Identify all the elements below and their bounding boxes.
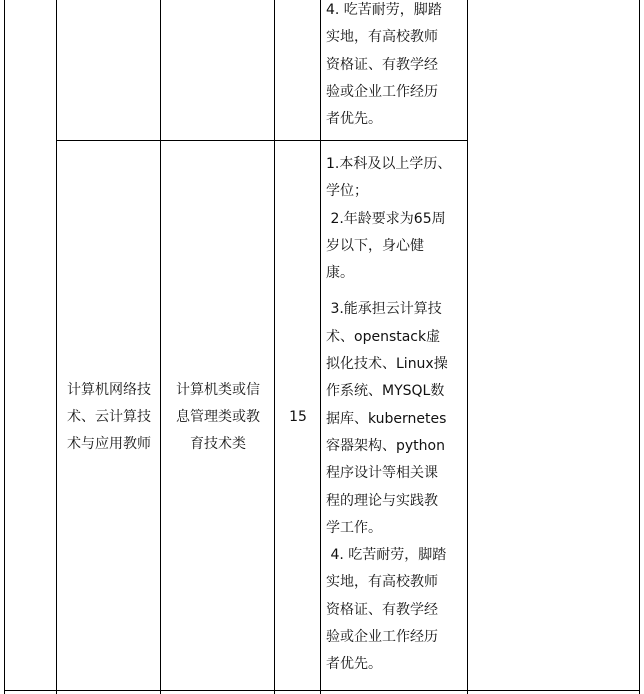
requirement-line: 验或企业工作经历 xyxy=(326,629,438,646)
requirement-line: 容器架构、python xyxy=(326,437,445,454)
requirement-line: 术、openstack虚 xyxy=(326,328,441,345)
requirement-line: 据库、kubernetes xyxy=(326,410,447,427)
requirement-line: 资格证、有教学经 xyxy=(326,601,438,618)
requirement-line: 岁以下，身心健 xyxy=(326,237,424,254)
requirement-line: 拟化技术、Linux操 xyxy=(326,356,448,373)
headcount-cell: 15 xyxy=(289,409,307,425)
position-line: 术、云计算技 xyxy=(67,409,151,425)
requirement-line: 资格证、有教学经 xyxy=(326,56,438,73)
requirement-line: 4. 吃苦耐劳，脚踏 xyxy=(326,2,442,18)
major-line: 息管理类或教 xyxy=(176,409,260,425)
major-line: 计算机类或信 xyxy=(176,382,260,398)
position-line: 计算机网络技 xyxy=(67,382,151,398)
requirement-line: 3.能承担云计算技 xyxy=(326,301,442,318)
requirements-cell-row2 xyxy=(326,151,462,679)
requirement-line: 实地，有高校教师 xyxy=(326,574,438,591)
column-divider-2 xyxy=(160,0,161,694)
requirement-line: 康。 xyxy=(326,265,354,282)
requirement-line: 4. 吃苦耐劳，脚踏 xyxy=(326,547,447,564)
row-divider-1 xyxy=(56,140,468,141)
requirement-line: 者优先。 xyxy=(326,656,382,673)
major-line: 育技术类 xyxy=(190,436,246,452)
requirement-line: 程序设计等相关课 xyxy=(326,465,438,482)
requirement-line: 验或企业工作经历 xyxy=(326,83,438,100)
position-line: 术与应用教师 xyxy=(67,436,151,452)
requirement-line: 2.年龄要求为65周 xyxy=(326,210,446,227)
column-divider-4 xyxy=(320,0,321,694)
requirement-line: 程的理论与实践教 xyxy=(326,492,438,509)
requirement-line: 者优先。 xyxy=(326,111,382,128)
column-divider-3 xyxy=(274,0,275,694)
requirement-line: 1.本科及以上学历、 xyxy=(326,156,452,172)
position-cell xyxy=(58,377,160,458)
row-divider-2 xyxy=(4,690,640,691)
requirement-line: 实地，有高校教师 xyxy=(326,29,438,46)
major-cell xyxy=(162,377,274,458)
table-border-left xyxy=(4,0,5,694)
requirement-line: 作系统、MYSQL数 xyxy=(326,383,445,400)
column-divider-1 xyxy=(56,0,57,694)
requirements-cell-row1 xyxy=(326,0,462,133)
table-border-right xyxy=(639,0,640,694)
column-divider-5 xyxy=(467,0,468,694)
requirement-line: 学工作。 xyxy=(326,519,382,536)
requirement-line: 学位； xyxy=(326,183,368,200)
